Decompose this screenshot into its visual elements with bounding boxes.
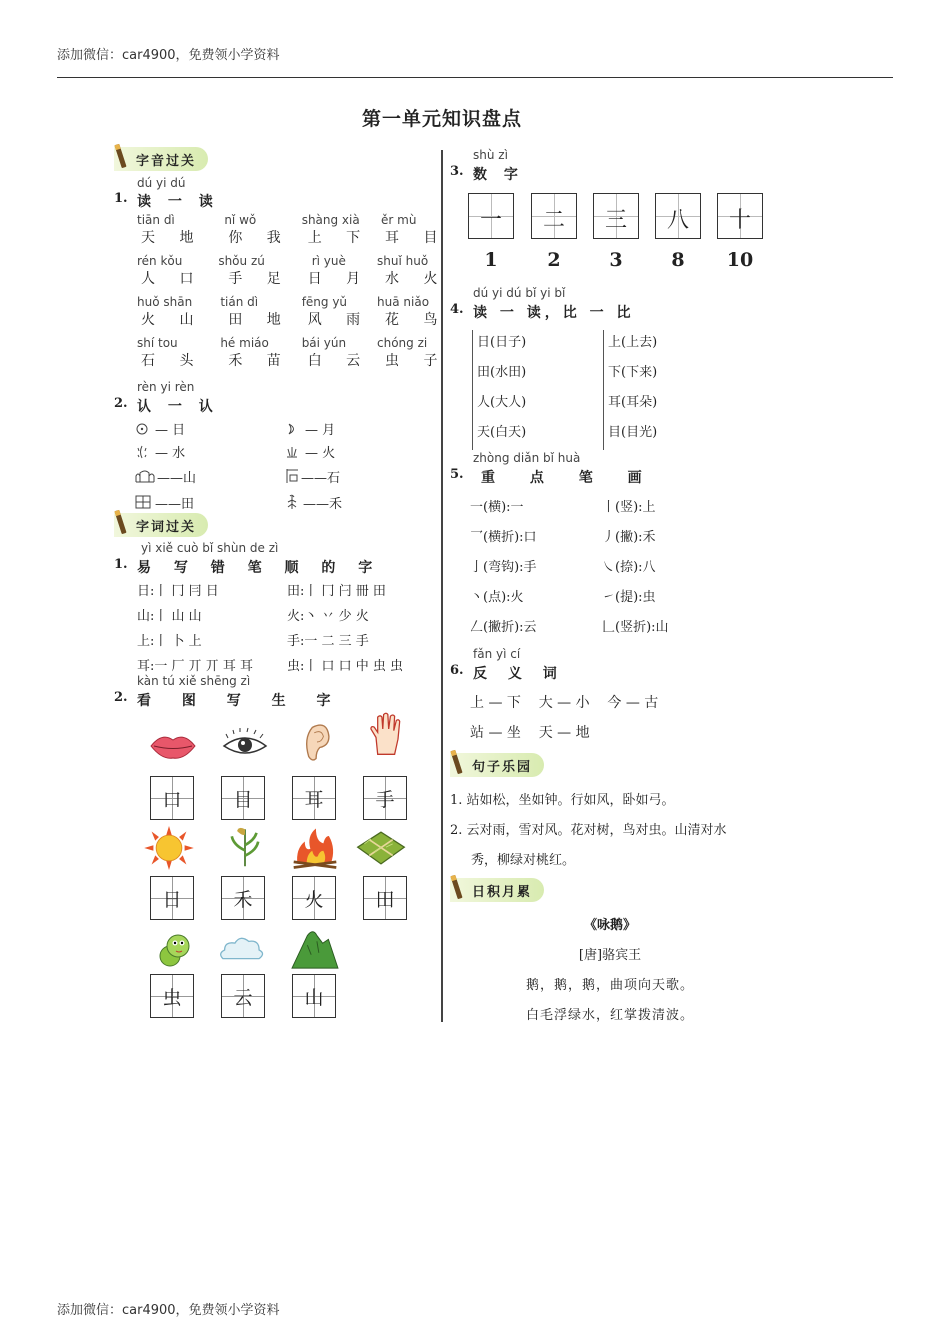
- ancient-grain-glyph-icon: [285, 494, 299, 510]
- ancient-fire-glyph-icon: [285, 445, 299, 459]
- antonym-row: 站 — 坐 天 — 地: [470, 725, 590, 741]
- glyph-pair: ——田: [135, 493, 285, 512]
- ancient-stone-glyph-icon: [285, 468, 299, 484]
- q1-number: 1.: [114, 191, 128, 206]
- stroke-row: 山:丨 山 山 火:丶 丷 少 火: [137, 609, 369, 624]
- glyph-pair: — 月: [285, 419, 435, 438]
- q4-heading: 看 图 写 生 字: [137, 693, 344, 709]
- stroke-list: [470, 496, 730, 646]
- glyph-pair: — 火: [285, 442, 435, 461]
- q7-pinyin: zhòng diǎn bǐ huà: [473, 451, 581, 465]
- bug-picture-icon: [148, 928, 198, 972]
- read-row: [137, 336, 447, 377]
- q8-heading: 反 义 词: [473, 666, 565, 682]
- compare-item: 目(目光): [608, 425, 658, 440]
- q8-number: 6.: [450, 663, 464, 678]
- compare-item: 田(水田): [477, 365, 527, 380]
- tianzige-box: 田: [363, 876, 407, 920]
- antonym-row: 上 — 下 大 — 小 今 — 古: [470, 695, 659, 711]
- stroke-row: 一(横):一 丨(竖):上: [470, 500, 656, 515]
- q3-heading: 易 写 错 笔 顺 的 字: [137, 560, 382, 576]
- q2-number: 2.: [114, 396, 128, 411]
- poem-title: 《咏鹅》: [583, 918, 636, 933]
- poem-line-1: 鹅，鹅，鹅，曲项向天歌。: [525, 978, 694, 993]
- word-cell: shǒu zú 手 足: [218, 254, 291, 287]
- sentence-1: 1. 站如松，坐如钟。行如风，卧如弓。: [450, 793, 675, 808]
- stroke-row: 上:丨 卜 上 手:一 二 三 手: [137, 634, 369, 649]
- tianzige-box: 日: [150, 876, 194, 920]
- q5-number: 3.: [450, 164, 464, 179]
- arabic-numeral: 3: [609, 249, 623, 271]
- lips-picture-icon: [148, 724, 198, 768]
- word-cell: shí tou 石 头: [137, 336, 204, 369]
- eye-picture-icon: [220, 724, 270, 768]
- pencil-icon: [450, 875, 462, 899]
- arabic-numeral: 10: [726, 249, 754, 271]
- q8-pinyin: fǎn yì cí: [473, 647, 521, 661]
- header-rule: [57, 77, 893, 78]
- hand-picture-icon: [362, 712, 412, 756]
- tianzige-box: 目: [221, 776, 265, 820]
- pencil-icon: [450, 750, 462, 774]
- glyph-pair: ——山: [135, 467, 285, 486]
- stroke-order-list: [137, 577, 437, 677]
- tianzige-box: 手: [363, 776, 407, 820]
- number-char-box: 一: [468, 193, 514, 239]
- ancient-mountain-glyph-icon: [135, 469, 155, 483]
- ancient-field-glyph-icon: [135, 495, 151, 509]
- stroke-row: 亅(弯钩):手 ㇏(捺):八: [470, 560, 656, 575]
- word-cell: shuǐ huǒ 水 火: [377, 254, 448, 287]
- q4-number: 2.: [114, 690, 128, 705]
- word-cell: nǐ wǒ 你 我: [224, 213, 291, 246]
- glyph-pair: — 水: [135, 442, 285, 461]
- q3-pinyin: yì xiě cuò bǐ shùn de zì: [141, 541, 279, 555]
- read-grid: [137, 213, 447, 377]
- word-cell: huǒ shān 火 山: [137, 295, 204, 328]
- word-cell: shàng xià 上 下: [301, 213, 371, 246]
- word-cell: rì yuè 日 月: [307, 254, 371, 287]
- section-zi-ci: [114, 513, 208, 537]
- glyph-row: [135, 489, 435, 515]
- q1-pinyin: dú yi dú: [137, 176, 186, 190]
- sentence-2: 2. 云对雨，雪对风。花对树，鸟对虫。山清对水: [450, 823, 727, 838]
- glyph-pair: ——石: [285, 467, 435, 486]
- q4-pinyin: kàn tú xiě shēng zì: [137, 674, 251, 688]
- tianzige-box: 云: [221, 974, 265, 1018]
- stroke-row: 日:丨 冂 冃 日 田:丨 冂 闩 冊 田: [137, 584, 386, 599]
- arabic-numeral: 2: [547, 249, 561, 271]
- word-cell: fēng yǔ 风 雨: [301, 295, 371, 328]
- section-sentences: [450, 753, 544, 777]
- number-char-box: 三: [593, 193, 639, 239]
- read-row: [137, 254, 447, 295]
- tianzige-box: 口: [150, 776, 194, 820]
- section-label: 句子乐园: [472, 759, 533, 775]
- stroke-row: 乛(横折):口 丿(撇):禾: [470, 530, 656, 545]
- mountain-picture-icon: [290, 926, 340, 970]
- q6-number: 4.: [450, 302, 464, 317]
- q3-number: 1.: [114, 557, 128, 572]
- compare-item: 人(大人): [477, 395, 527, 410]
- stroke-row: 丶(点):火 ㇀(提):虫: [470, 590, 656, 605]
- glyph-pair: ——禾: [285, 493, 435, 512]
- q6-pinyin: dú yi dú bǐ yi bǐ: [473, 286, 566, 300]
- tianzige-box: 虫: [150, 974, 194, 1018]
- sentence-2-cont: 秀，柳绿对桃红。: [471, 853, 576, 868]
- q6-heading: 读 一 读，比 一 比: [473, 305, 635, 321]
- ancient-moon-glyph-icon: [285, 422, 299, 436]
- word-cell: hé miáo 禾 苗: [220, 336, 291, 369]
- compare-item: 耳(耳朵): [608, 395, 658, 410]
- q7-number: 5.: [450, 467, 464, 482]
- page-header: 添加微信：car4900，免费领小学资料: [57, 48, 280, 63]
- ancient-water-glyph-icon: [135, 445, 149, 459]
- pencil-icon: [114, 144, 126, 168]
- section-label: 字音过关: [136, 153, 197, 169]
- ancient-sun-glyph-icon: [135, 422, 149, 436]
- q5-pinyin: shù zì: [473, 148, 508, 162]
- pencil-icon: [114, 510, 126, 534]
- section-label: 日积月累: [472, 884, 533, 900]
- stroke-row: 耳:一 厂 丌 丌 耳 耳 虫:丨 口 口 中 虫 虫: [137, 659, 404, 674]
- compare-item: 下(下来): [608, 365, 658, 380]
- cloud-picture-icon: [216, 928, 266, 972]
- glyph-pair: — 日: [135, 419, 285, 438]
- word-cell: bái yún 白 云: [301, 336, 371, 369]
- section-label: 字词过关: [136, 519, 197, 535]
- compare-item: 天(白天): [477, 425, 527, 440]
- tianzige-box: 耳: [292, 776, 336, 820]
- compare-item: 上(上去): [608, 335, 658, 350]
- read-row: [137, 213, 447, 254]
- glyph-row: [135, 440, 435, 463]
- number-char-box: 二: [531, 193, 577, 239]
- field-picture-icon: [356, 826, 406, 870]
- word-cell: rén kǒu 人 口: [137, 254, 204, 287]
- number-char-box: 八: [655, 193, 701, 239]
- tianzige-box: 山: [292, 974, 336, 1018]
- glyph-row: [135, 417, 435, 440]
- stroke-row: 𠃋(撇折):云 𠃊(竖折):山: [470, 620, 669, 635]
- q2-pinyin: rèn yi rèn: [137, 380, 195, 394]
- read-row: [137, 295, 447, 336]
- page-title: 第一单元知识盘点: [361, 108, 522, 130]
- q7-heading: 重 点 笔 画: [481, 470, 657, 486]
- tianzige-box: 禾: [221, 876, 265, 920]
- poem-line-2: 白毛浮绿水，红掌拨清波。: [525, 1008, 694, 1023]
- number-char-box: 十: [717, 193, 763, 239]
- sun-picture-icon: [144, 826, 194, 870]
- compare-item: 日(日子): [477, 335, 527, 350]
- arabic-numeral: 1: [484, 249, 498, 271]
- q5-heading: 数 字: [473, 167, 524, 183]
- word-cell: chóng zi 虫 子: [377, 336, 448, 369]
- ear-picture-icon: [292, 720, 342, 764]
- tianzige-box: 火: [292, 876, 336, 920]
- word-cell: ěr mù 耳 目: [381, 213, 448, 246]
- fire-picture-icon: [290, 826, 340, 870]
- word-cell: tián dì 田 地: [220, 295, 291, 328]
- section-zi-yin: [114, 147, 208, 171]
- section-accumulation: [450, 878, 544, 902]
- glyph-row: [135, 463, 435, 489]
- word-cell: huā niǎo 花 鸟: [377, 295, 448, 328]
- page-footer: 添加微信：car4900，免费领小学资料: [57, 1303, 280, 1318]
- arabic-numeral: 8: [671, 249, 685, 271]
- poem-author: [唐]骆宾王: [578, 948, 642, 963]
- q1-heading: 读 一 读: [137, 194, 219, 210]
- glyph-list: [135, 417, 435, 515]
- grain-picture-icon: [220, 824, 270, 868]
- q2-heading: 认 一 认: [137, 399, 219, 415]
- word-cell: tiān dì 天 地: [137, 213, 204, 246]
